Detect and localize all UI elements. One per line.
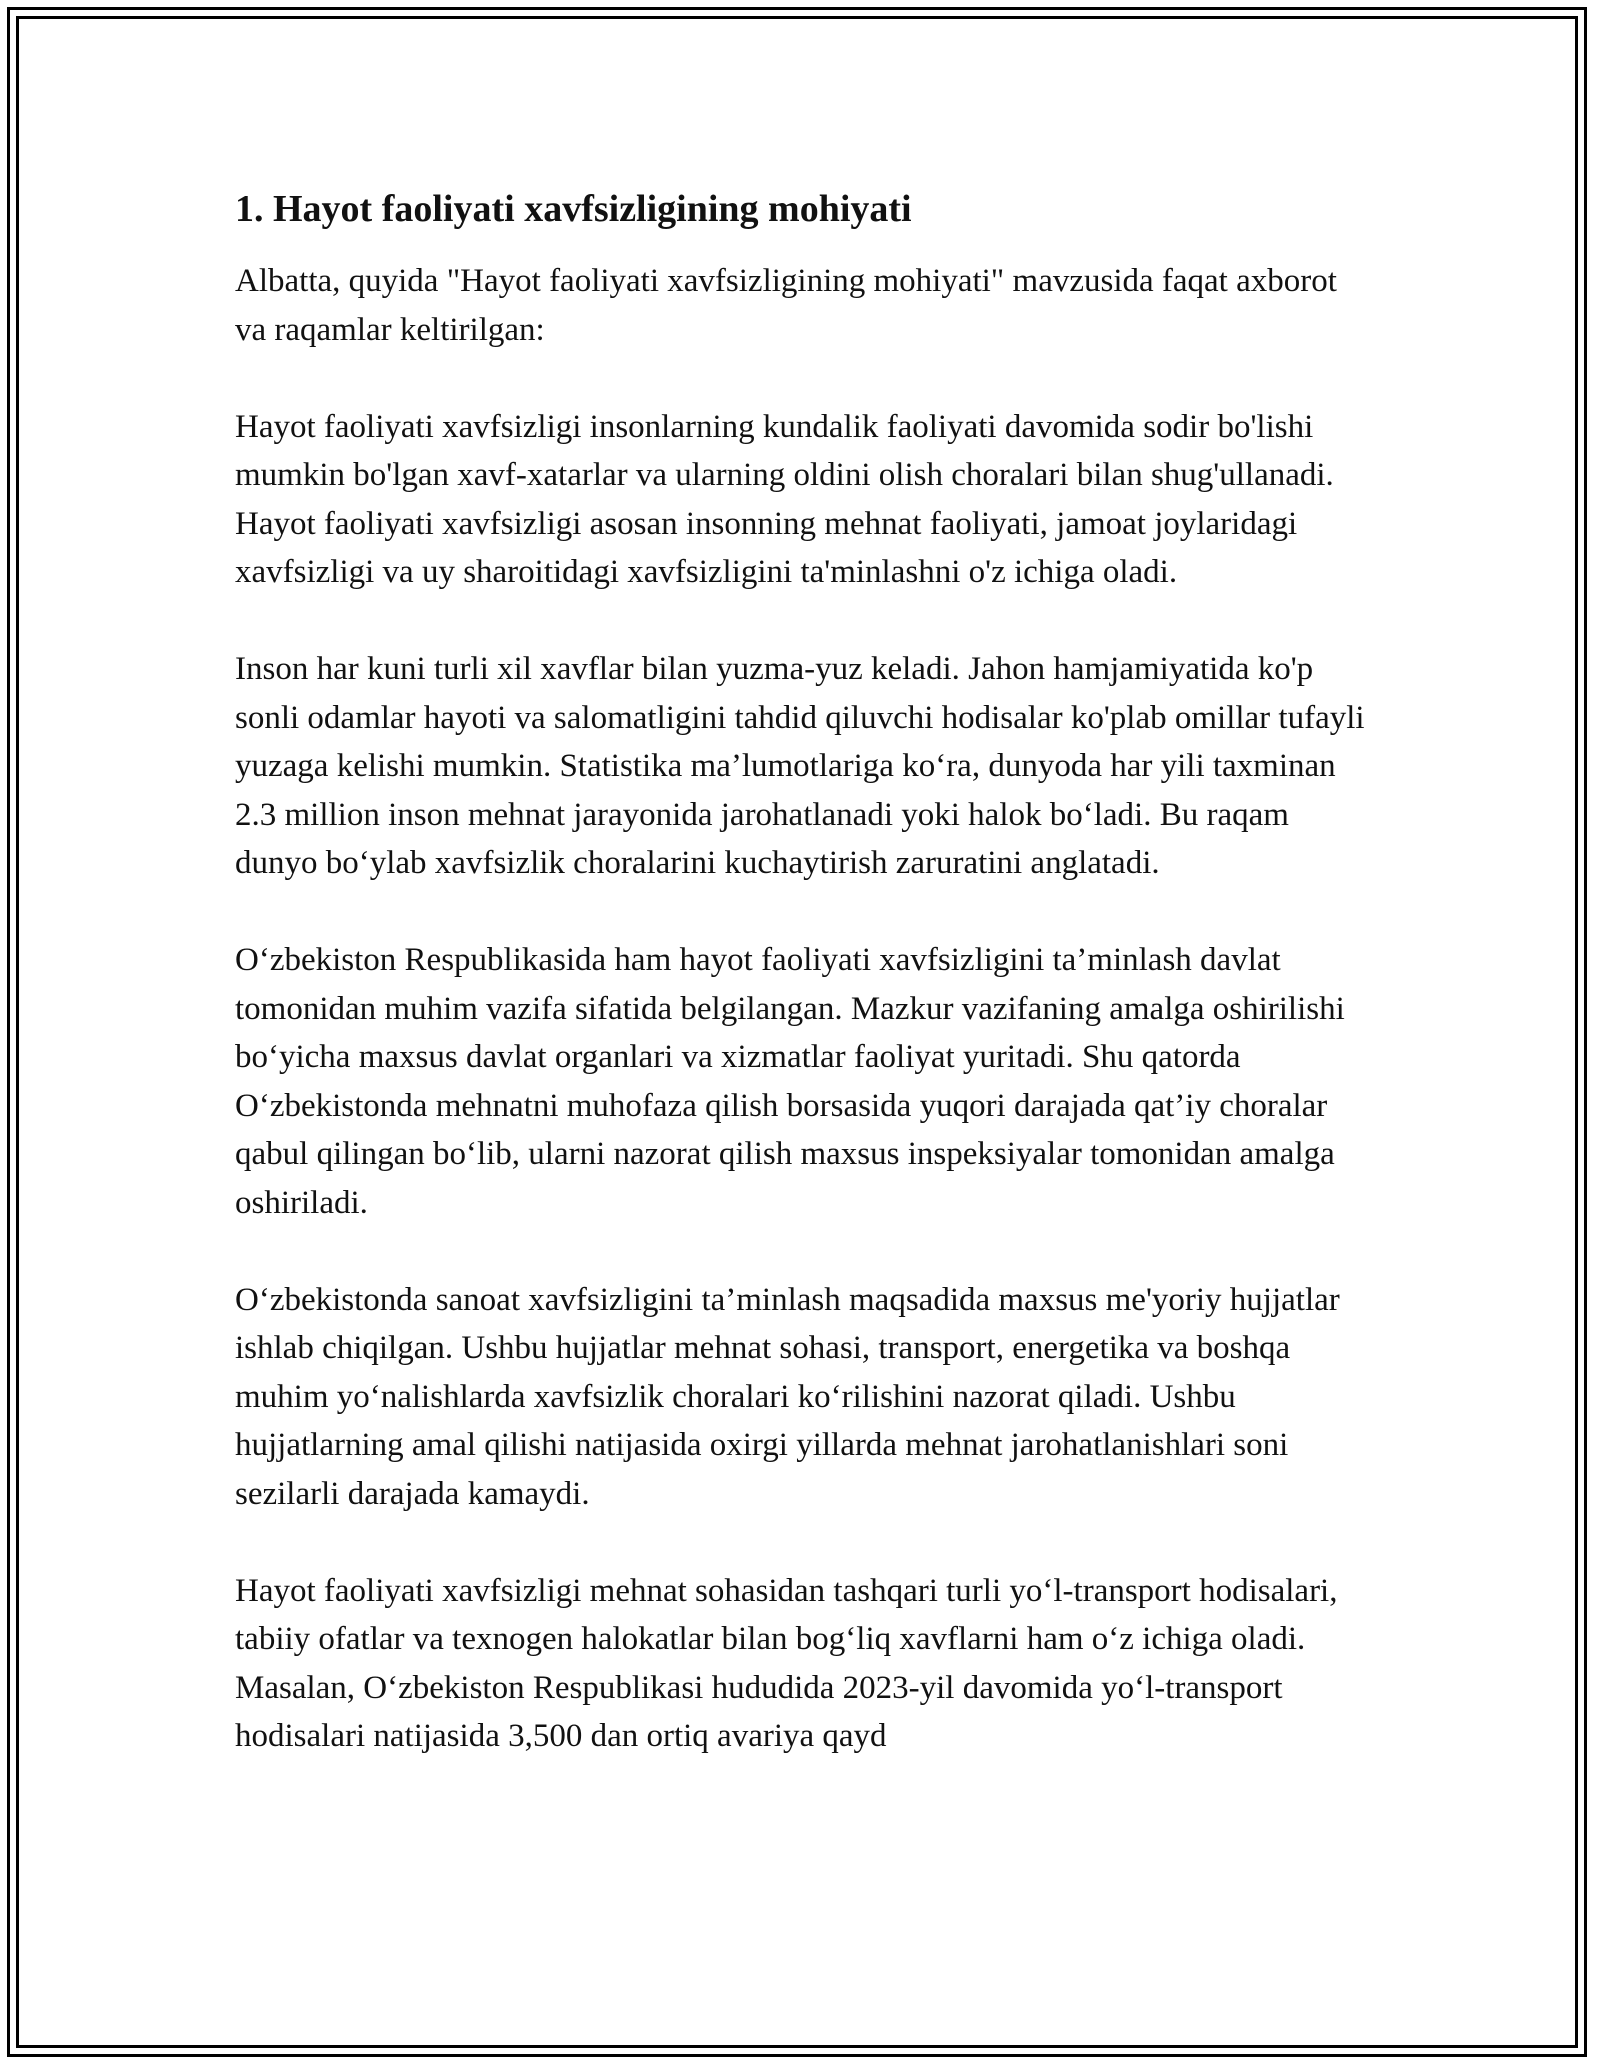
document-body [235,185,1370,1809]
paragraph-industrial-safety: O‘zbekistonda sanoat xavfsizligini ta’minlash maqsadida maxsus me'yoriy hujjatlar ishlab chiqilgan. Ushbu hujjatlar mehnat sohasi, transport, energetika va boshqa muhim yo‘nalishlarda xavfsizlik choralari ko‘rilishini nazorat qiladi. Ushbu hujjatlarning amal qilishi natijasida oxirgi yillarda mehnat jarohatlanishlari soni sezilarli darajada kamaydi. [235,1281,1340,1512]
paragraph-road-accidents: Hayot faoliyati xavfsizligi mehnat sohasidan tashqari turli yo‘l-transport hodisalari, tabiiy ofatlar va texnogen halokatlar bilan bog‘liq xavflarni ham o‘z ichiga oladi. Masalan, O‘zbekiston Respublikasi hududida 2023-yil davomida yo‘l-transport hodisalari natijasida 3,500 dan ortiq avariya qayd [235,1572,1338,1754]
paragraph-intro: Albatta, quyida "Hayot faoliyati xavfsizligining mohiyati" mavzusida faqat axborot va raqamlar keltirilgan: [235,263,1337,348]
paragraph-uzbekistan-state: O‘zbekiston Respublikasida ham hayot faoliyati xavfsizligini ta’minlash davlat tomonidan muhim vazifa sifatida belgilangan. Mazkur vazifaning amalga oshirilishi bo‘yicha maxsus davlat organlari va xizmatlar faoliyat yuritadi. Shu qatorda O‘zbekistonda mehnatni muhofaza qilish borsasida yuqori darajada qat’iy choralar qabul qilingan bo‘lib, ularni nazorat qilish maxsus inspeksiyalar tomonidan amalga oshiriladi. [235,942,1345,1221]
section-title: 1. Hayot faoliyati xavfsizligining mohiyati [235,188,912,230]
paragraph-definition: Hayot faoliyati xavfsizligi insonlarning kundalik faoliyati davomida sodir bo'lishi mumkin bo'lgan xavf-xatarlar va ularning oldini olish choralari bilan shug'ullanadi. Hayot faoliyati xavfsizligi asosan insonning mehnat faoliyati, jamoat joylaridagi xavfsizligi va uy sharoitidagi xavfsizligini ta'minlashni o'z ichiga oladi. [235,408,1334,590]
paragraph-global-statistics: Inson har kuni turli xil xavflar bilan yuzma-yuz keladi. Jahon hamjamiyatida ko'p sonli odamlar hayoti va salomatligini tahdid qiluvchi hodisalar ko'plab omillar tufayli yuzaga kelishi mumkin. Statistika ma’lumotlariga ko‘ra, dunyoda har yili taxminan 2.3 million inson mehnat jarayonida jarohatlanadi yoki halok bo‘ladi. Bu raqam dunyo bo‘ylab xavfsizlik choralarini kuchaytirish zaruratini anglatadi. [235,651,1365,881]
